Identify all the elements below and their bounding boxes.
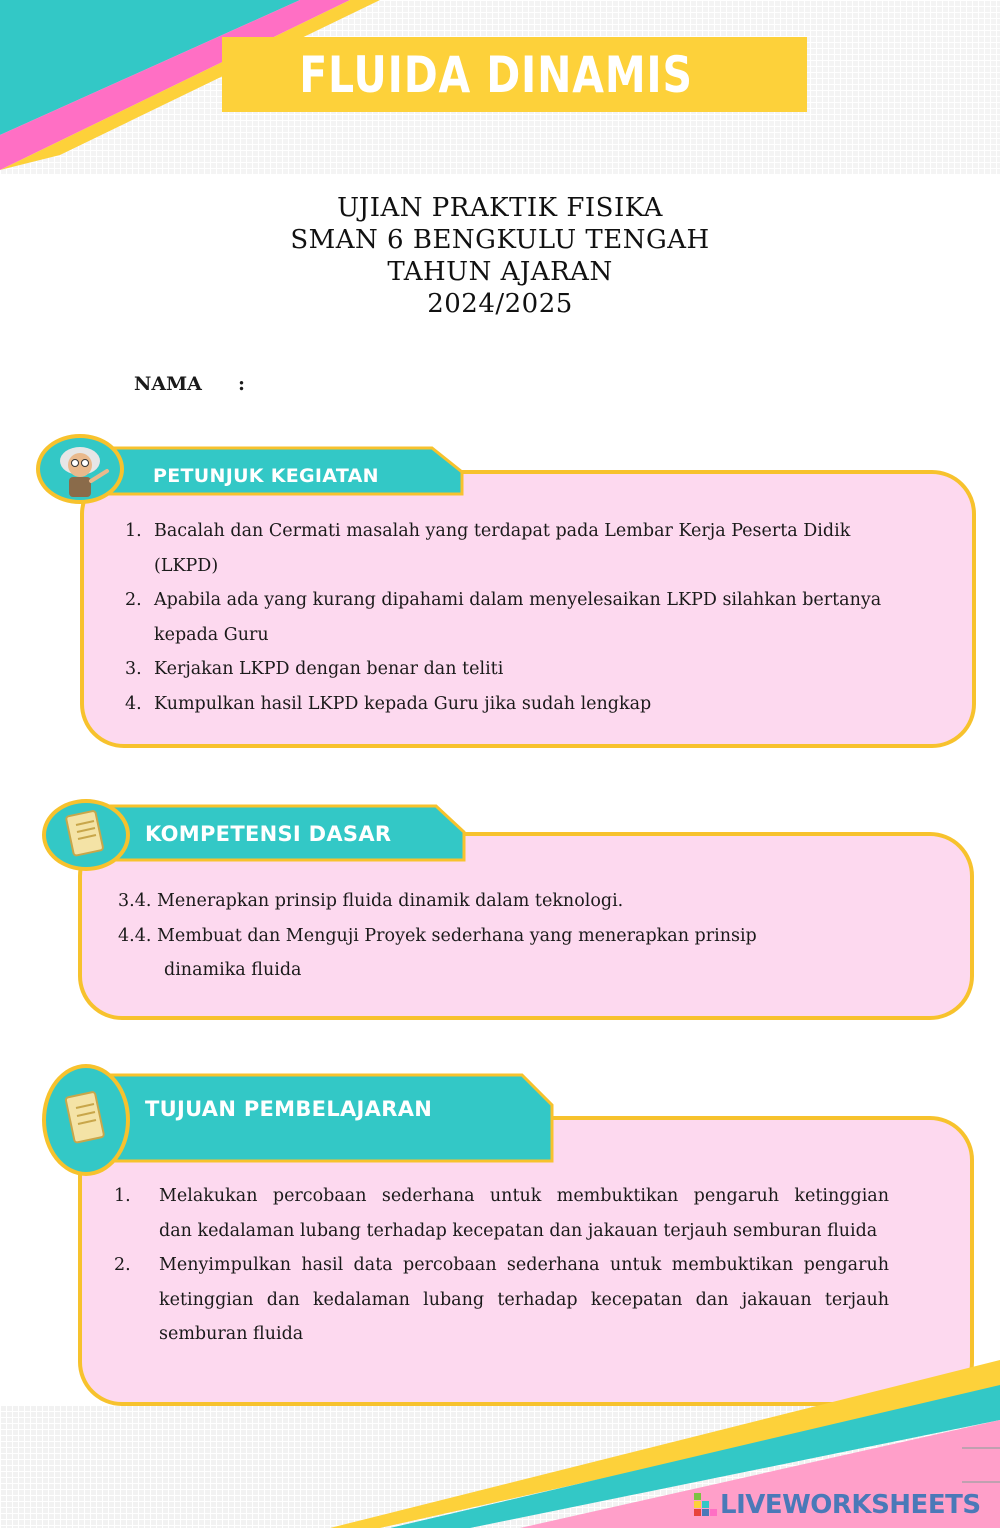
professor-badge (36, 434, 124, 504)
header-line-3: TAHUN AJARAN (387, 257, 613, 287)
document-icon (56, 1080, 116, 1160)
name-label: NAMA (134, 373, 202, 395)
petunjuk-list (125, 514, 955, 721)
list-item: 4. Kumpulkan hasil LKPD kepada Guru jika sudah lengkap (125, 693, 652, 714)
name-separator: : (238, 373, 246, 395)
kompetensi-heading: KOMPETENSI DASAR (145, 822, 392, 846)
title-text: FLUIDA DINAMIS (299, 45, 694, 104)
kompetensi-item-2: 4.4. Membuat dan Menguji Proyek sederhana yang menerapkan prinsip (118, 926, 757, 946)
header-line-2: SMAN 6 BENGKULU TENGAH (290, 225, 710, 255)
document-badge-2 (42, 1064, 130, 1176)
header-line-4: 2024/2025 (427, 289, 573, 319)
professor-icon (45, 439, 115, 499)
name-field (134, 373, 246, 395)
liveworksheets-logo[interactable] (694, 1490, 981, 1520)
document-badge-1 (42, 799, 130, 871)
list-item: 1. Bacalah dan Cermati masalah yang terdapat pada Lembar Kerja Peserta Didik (LKPD) (125, 521, 851, 576)
list-item: 1. Melakukan percobaan sederhana untuk membuktikan pengaruh ketinggian dan kedalaman lubang terhadap kecepatan dan jakauan terjauh semburan fluida (114, 1186, 889, 1241)
kompetensi-item-1: 3.4. Menerapkan prinsip fluida dinamik dalam teknologi. (118, 891, 624, 911)
document-icon (56, 805, 116, 865)
list-item: 2. Apabila ada yang kurang dipahami dalam menyelesaikan LKPD silahkan bertanya kepada Guru (125, 590, 882, 645)
header-line-1: UJIAN PRAKTIK FISIKA (337, 193, 663, 223)
liveworksheets-mark-icon (694, 1493, 718, 1517)
list-item: 3. Kerjakan LKPD dengan benar dan teliti (125, 659, 504, 679)
exam-header (0, 192, 1000, 320)
tujuan-heading: TUJUAN PEMBELAJARAN (145, 1097, 433, 1121)
title-banner (222, 37, 807, 112)
kompetensi-item-2-cont: dinamika fluida (164, 960, 302, 980)
liveworksheets-text: LIVEWORKSHEETS (720, 1490, 981, 1520)
tujuan-list (114, 1179, 889, 1352)
petunjuk-heading: PETUNJUK KEGIATAN (153, 465, 379, 487)
list-item: 2. Menyimpulkan hasil data percobaan sederhana untuk membuktikan pengaruh ketinggian dan kedalaman lubang terhadap kecepatan dan jakauan terjauh semburan fluida (114, 1255, 889, 1344)
